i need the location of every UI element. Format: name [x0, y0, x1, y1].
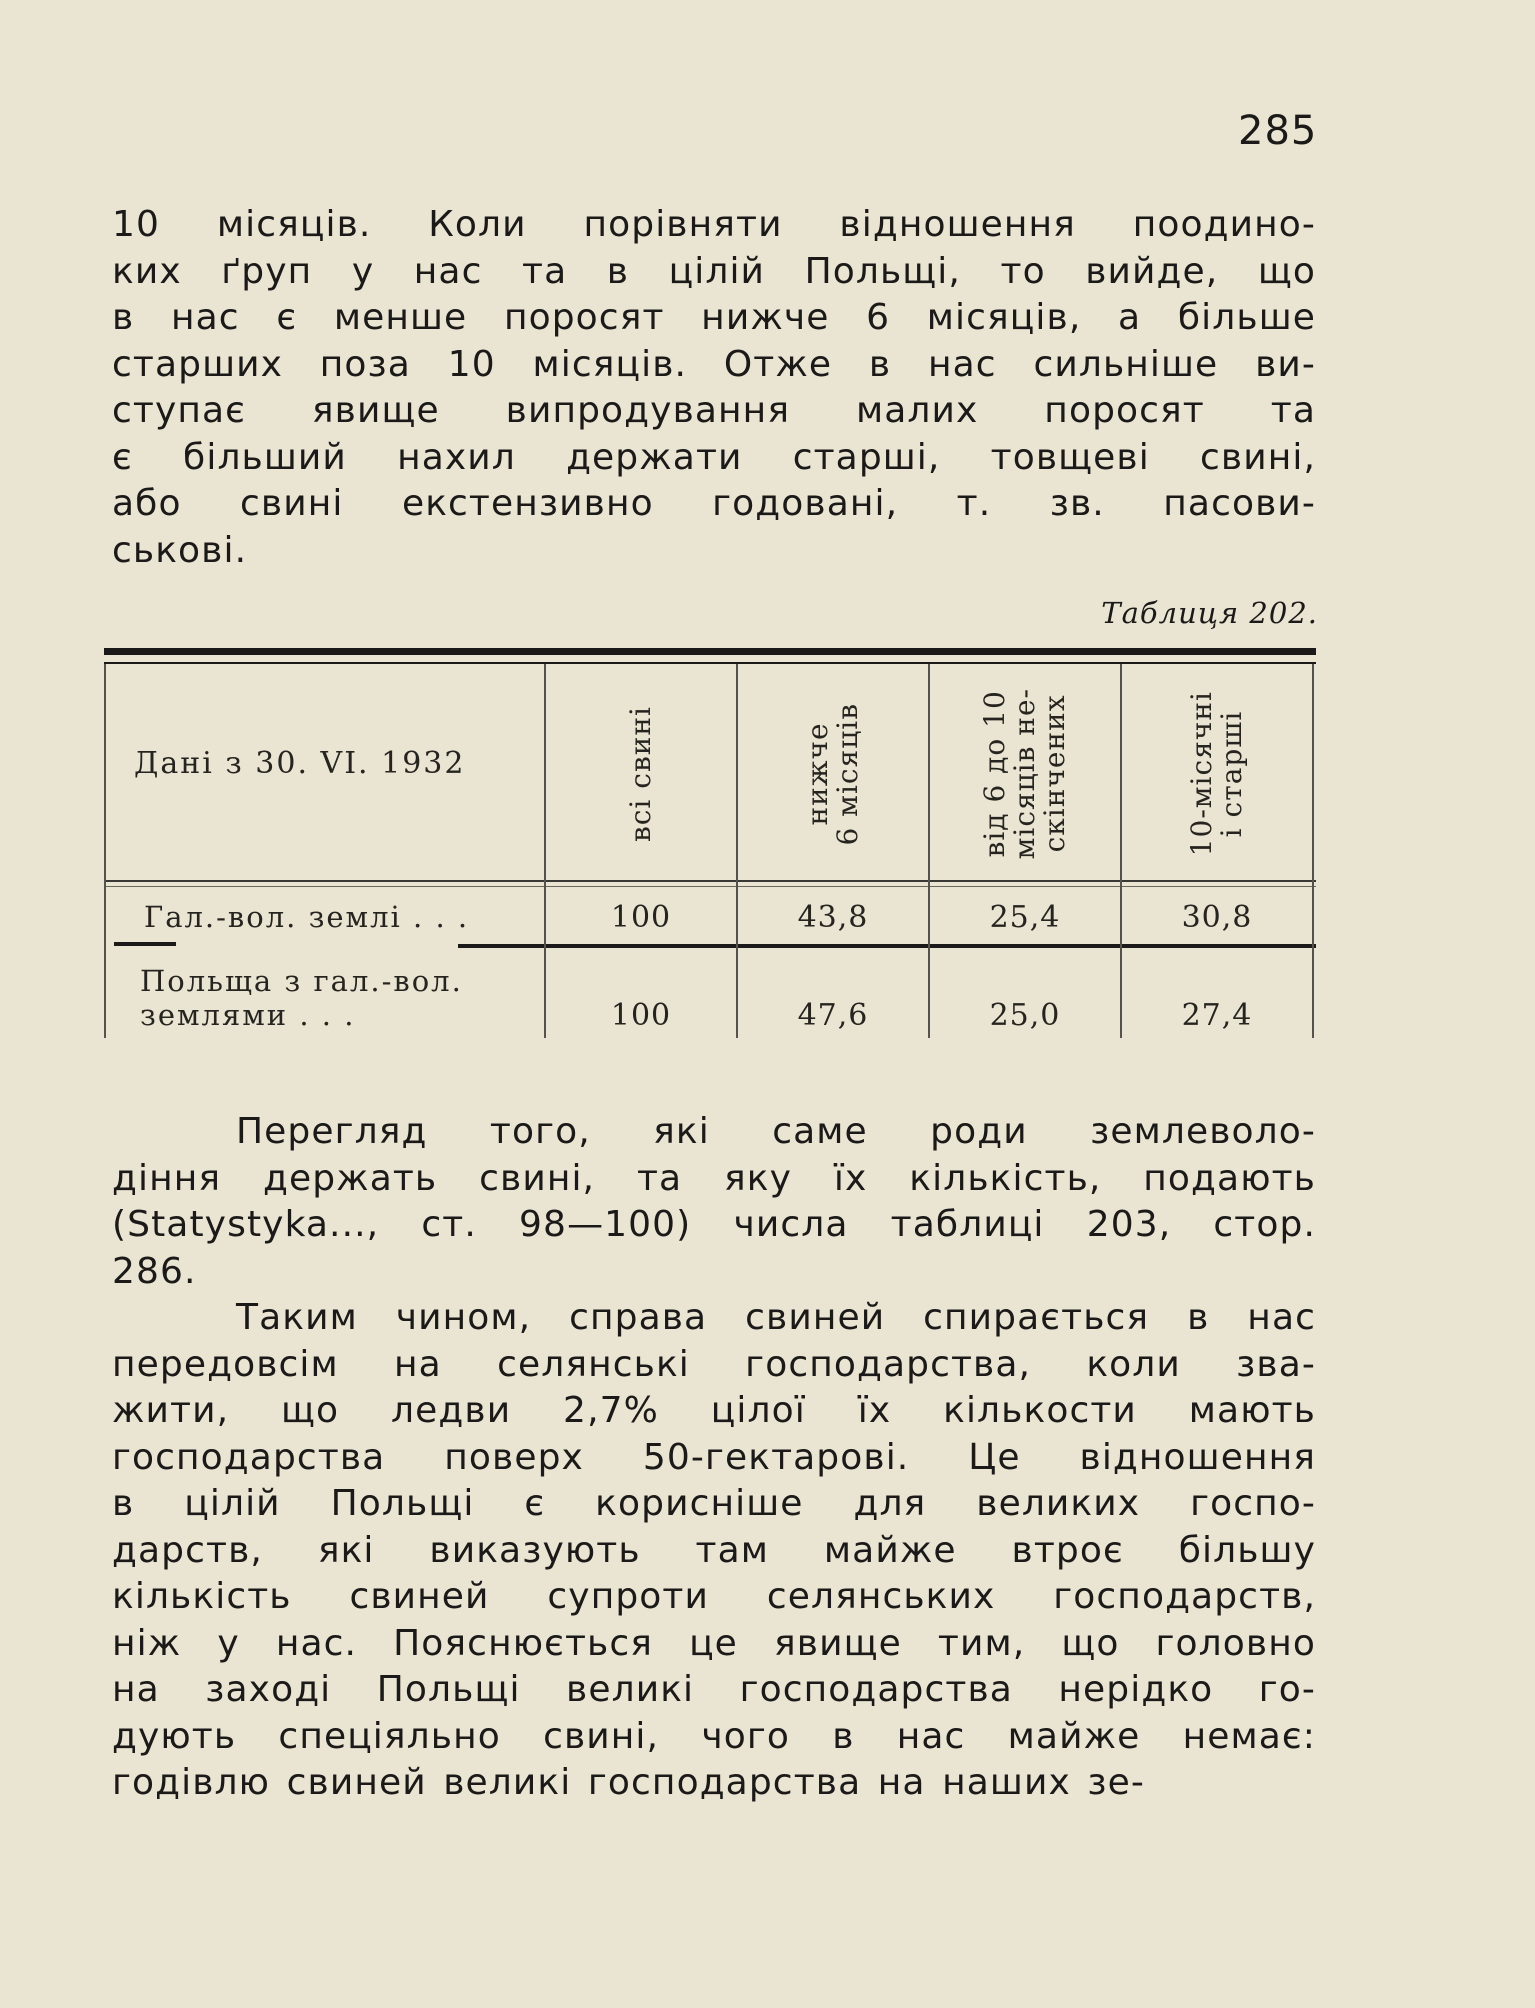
text-line: годівлю свиней великі господарства на наших зе- — [112, 1762, 1145, 1803]
table-cell: 100 — [610, 900, 672, 935]
text-line: дарств, які виказують там майже втроє більшу — [112, 1529, 1316, 1571]
text-line: або свині екстензивно годовані, т. зв. пасови- — [112, 483, 1316, 524]
table-rule — [104, 662, 1316, 664]
text-line: старших поза 10 місяців. Отже в нас сильніше ви- — [112, 343, 1316, 385]
table-column-header — [546, 674, 736, 874]
table-cell: 47,6 — [797, 998, 869, 1033]
table-row-label: Польща з гал.-вол. — [140, 964, 463, 998]
table-row-label: землями . . . — [140, 998, 356, 1032]
text-line: жити, що ледви 2,7% цілої їх кількости мають — [112, 1390, 1316, 1431]
text-line: діння держать свині, та яку їх кількість, подають — [112, 1157, 1316, 1199]
column-header-text: всі свині — [624, 705, 657, 843]
text-line: в цілій Польщі є корисніше для великих госпо- — [112, 1483, 1316, 1524]
text-line: ніж у нас. Пояснюється це явище тим, що головно — [112, 1622, 1316, 1664]
text-line: дують спеціяльно свині, чого в нас майже немає: — [112, 1715, 1316, 1757]
column-header-text: 10-місячні і старші — [1185, 691, 1248, 857]
column-header-text: від 6 до 10 місяців не- скінчених — [978, 688, 1071, 860]
table-column-header — [738, 674, 928, 874]
text-line: передовсім на селянські господарства, коли зва- — [112, 1343, 1316, 1385]
text-line: Таким чином, справа свиней спирається в нас — [236, 1297, 1316, 1338]
data-table — [104, 648, 1316, 1038]
text-line: (Statystyka..., ст. 98—100) числа таблиці 203, стор. — [112, 1204, 1316, 1245]
paragraph-3 — [112, 1295, 1316, 1807]
table-cell: 43,8 — [797, 900, 869, 935]
table-column-divider — [1312, 664, 1314, 1038]
text-line: господарства поверх 50-гектарові. Це відношення — [112, 1436, 1316, 1478]
text-line: 10 місяців. Коли порівняти відношення поодино- — [112, 204, 1316, 245]
table-caption: Таблиця 202. — [1101, 596, 1318, 630]
text-line: ких ґруп у нас та в цілій Польщі, то вийде, що — [112, 250, 1316, 292]
table-stub-header: Дані з 30. VI. 1932 — [134, 746, 466, 781]
table-rule — [104, 886, 1316, 887]
table-rule — [104, 880, 1316, 882]
text-line: ськові. — [112, 529, 248, 571]
paragraph-1 — [112, 202, 1316, 574]
table-column-header — [930, 674, 1120, 874]
table-cell: 30,8 — [1181, 900, 1253, 935]
text-line: є більший нахил держати старші, товщеві свині, — [112, 436, 1316, 478]
page-number: 285 — [1238, 108, 1318, 154]
text-line: на заході Польщі великі господарства нерідко го- — [112, 1669, 1316, 1710]
table-column-divider — [104, 664, 106, 1038]
text-line: кількість свиней супроти селянських господарств, — [112, 1576, 1316, 1617]
table-cell: 100 — [610, 998, 672, 1033]
text-line: в нас є менше поросят нижче 6 місяців, а більше — [112, 297, 1316, 338]
table-cell: 27,4 — [1181, 998, 1253, 1033]
table-row-label: Гал.-вол. землі . . . — [144, 900, 470, 934]
table-column-header — [1122, 674, 1312, 874]
text-line: ступає явище випродування малих поросят та — [112, 390, 1316, 431]
table-cell: 25,0 — [989, 998, 1061, 1033]
table-cell: 25,4 — [989, 900, 1061, 935]
text-line: 286. — [112, 1250, 197, 1292]
text-line: Перегляд того, які саме роди землеволо- — [236, 1111, 1316, 1152]
paragraph-2 — [112, 1109, 1316, 1295]
table-rule — [114, 942, 176, 946]
table-rule — [458, 944, 1316, 948]
table-rule — [104, 648, 1316, 655]
column-header-text: нижче 6 місяців — [801, 702, 864, 846]
